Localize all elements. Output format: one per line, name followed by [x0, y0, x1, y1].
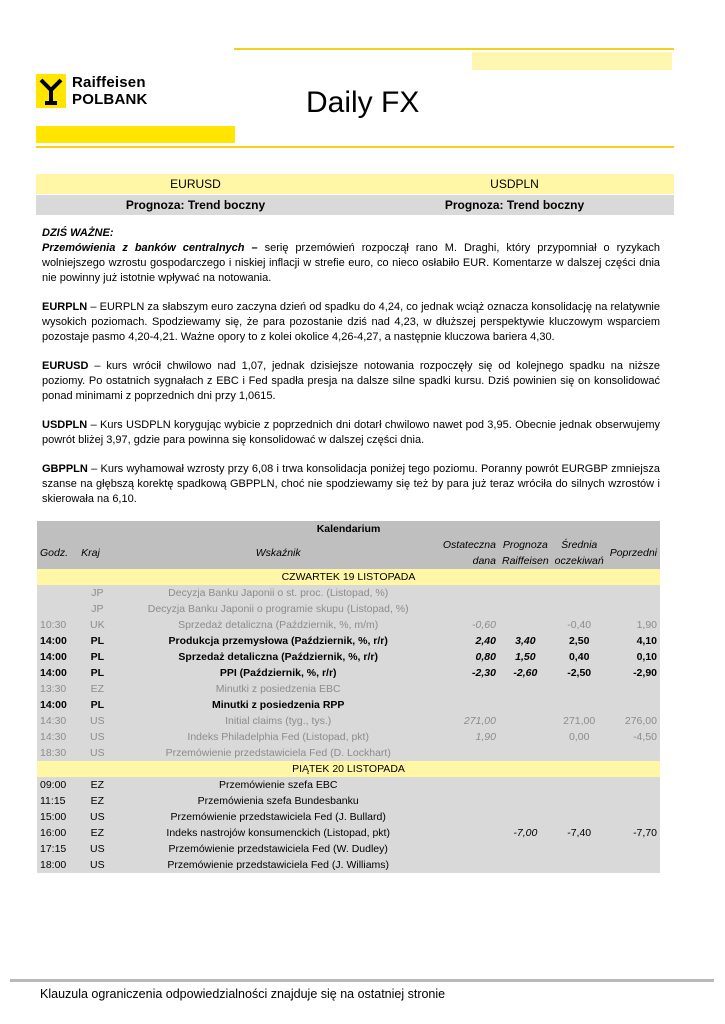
cell-indicator: Przemówienie przedstawiciela Fed (J. Williams): [117, 857, 440, 873]
cell-forecast: [499, 617, 552, 633]
cell-forecast: [499, 745, 552, 761]
table-row: [37, 697, 660, 713]
cell-actual: 271,00: [440, 713, 499, 729]
cell-indicator: Przemówienie szefa EBC: [117, 777, 440, 793]
important-lead: Przemówienia z banków centralnych –: [42, 242, 258, 254]
table-row: [37, 809, 660, 825]
cell-previous: [607, 809, 660, 825]
cell-indicator: Produkcja przemysłowa (Październik, %, r/r): [117, 633, 440, 649]
cell-country: UK: [78, 617, 116, 633]
table-row: [37, 777, 660, 793]
logo-icon: [36, 74, 66, 108]
cell-actual: [440, 825, 499, 841]
cell-forecast: [499, 841, 552, 857]
cell-actual: [440, 841, 499, 857]
cell-country: US: [78, 713, 116, 729]
cell-consensus: 0,40: [552, 649, 607, 665]
cell-forecast: [499, 857, 552, 873]
cell-time: 13:30: [37, 681, 78, 697]
forecast-value-eurusd: Prognoza: Trend boczny: [125, 198, 266, 212]
cell-indicator: Decyzja Banku Japonii o st. proc. (Listopad, %): [117, 585, 440, 601]
cell-consensus: [552, 601, 607, 617]
cell-country: US: [78, 809, 116, 825]
calendar-day-label: PIĄTEK 20 LISTOPADA: [37, 761, 660, 777]
cell-consensus: 271,00: [552, 713, 607, 729]
cell-indicator: Przemówienia szefa Bundesbanku: [117, 793, 440, 809]
cell-country: US: [78, 745, 116, 761]
cell-indicator: PPI (Październik, %, r/r): [117, 665, 440, 681]
cell-previous: [607, 745, 660, 761]
cell-consensus: [552, 585, 607, 601]
forecast-values-row: [36, 195, 674, 215]
cell-indicator: Minutki z posiedzenia RPP: [117, 697, 440, 713]
cell-actual: [440, 857, 499, 873]
cell-consensus: -0,40: [552, 617, 607, 633]
cell-previous: -2,90: [607, 665, 660, 681]
cell-forecast: 3,40: [499, 633, 552, 649]
table-row: [37, 841, 660, 857]
paragraph-label: EURUSD: [42, 360, 89, 372]
brand-line1: Raiffeisen: [72, 74, 146, 91]
cell-time: 16:00: [37, 825, 78, 841]
cell-country: EZ: [78, 681, 116, 697]
table-row: [37, 617, 660, 633]
table-row: [37, 713, 660, 729]
calendar-title: Kalendarium: [37, 521, 660, 537]
cell-indicator: Sprzedaż detaliczna (Październik, %, m/m): [117, 617, 440, 633]
cell-indicator: Indeks nastrojów konsumenckich (Listopad, pkt): [117, 825, 440, 841]
cell-indicator: Indeks Philadelphia Fed (Listopad, pkt): [117, 729, 440, 745]
cell-consensus: 0,00: [552, 729, 607, 745]
cell-previous: [607, 793, 660, 809]
forecast-value-usdpln: Prognoza: Trend boczny: [444, 198, 585, 212]
cell-time: 18:30: [37, 745, 78, 761]
cell-time: 14:30: [37, 713, 78, 729]
cell-indicator: Sprzedaż detaliczna (Październik, %, r/r): [117, 649, 440, 665]
cell-indicator: Decyzja Banku Japonii o programie skupu (Listopad, %): [117, 601, 440, 617]
cell-time: 17:15: [37, 841, 78, 857]
important-section: [42, 226, 660, 286]
col-actual: Ostateczna dana: [440, 537, 499, 569]
cell-previous: 1,90: [607, 617, 660, 633]
cell-previous: -4,50: [607, 729, 660, 745]
cell-forecast: [499, 809, 552, 825]
cell-consensus: [552, 745, 607, 761]
page-title: Daily FX: [306, 86, 420, 119]
raiffeisen-logo: [36, 74, 166, 112]
cell-country: EZ: [78, 793, 116, 809]
cell-time: 14:00: [37, 633, 78, 649]
cell-time: [37, 601, 78, 617]
cell-consensus: [552, 697, 607, 713]
cell-previous: 4,10: [607, 633, 660, 649]
paragraph-text: – kurs wrócił chwilowo nad 1,07, jednak dzisiejsze notowania rozpoczęły się od kolejnego spadku na niższe poziomy. Po ostatnich sygnałach z EBC i Fed spadła presja na dalsze silne spadki kursu. Dziś powinien się on konsolidować ponad minimami z poprzednich dni przy 1,0615.: [42, 360, 660, 402]
cell-actual: -2,30: [440, 665, 499, 681]
cell-actual: [440, 745, 499, 761]
top-accent-bar: [472, 52, 672, 70]
cell-indicator: Initial claims (tyg., tys.): [117, 713, 440, 729]
cell-forecast: [499, 697, 552, 713]
cell-time: 09:00: [37, 777, 78, 793]
col-country: Kraj: [78, 537, 116, 569]
cell-consensus: [552, 809, 607, 825]
table-row: [37, 649, 660, 665]
cell-indicator: Przemówienie przedstawiciela Fed (W. Dudley): [117, 841, 440, 857]
paragraph-eurpln: [42, 300, 660, 345]
cell-forecast: [499, 585, 552, 601]
cell-indicator: Przemówienie przedstawiciela Fed (J. Bullard): [117, 809, 440, 825]
commentary: [42, 226, 660, 521]
table-row: [37, 585, 660, 601]
table-row: [37, 793, 660, 809]
important-text: serię przemówień rozpoczął rano M. Draghi, który przypomniał o ryzykach wolniejszego wzrostu gospodarczego i niskiej inflacji w strefie euro, co nieco osłabiło EUR. Komentarze w dalszej części dnia nie powinny już istotnie wpływać na notowania.: [42, 242, 660, 284]
yellow-accent-block: [36, 126, 235, 143]
cell-country: JP: [78, 585, 116, 601]
cell-indicator: Przemówienie przedstawiciela Fed (D. Lockhart): [117, 745, 440, 761]
cell-forecast: -2,60: [499, 665, 552, 681]
cell-actual: [440, 777, 499, 793]
cell-time: [37, 585, 78, 601]
cell-time: 15:00: [37, 809, 78, 825]
table-row: [37, 825, 660, 841]
table-row: [37, 857, 660, 873]
calendar-header-row: [37, 537, 660, 569]
col-forecast: Prognoza Raiffeisen: [499, 537, 552, 569]
cell-consensus: -2,50: [552, 665, 607, 681]
cell-country: EZ: [78, 825, 116, 841]
cell-time: 11:15: [37, 793, 78, 809]
calendar-day-row: [37, 761, 660, 777]
cell-actual: [440, 793, 499, 809]
cell-forecast: [499, 601, 552, 617]
cell-country: US: [78, 857, 116, 873]
cell-forecast: [499, 777, 552, 793]
cell-actual: 1,90: [440, 729, 499, 745]
cell-consensus: [552, 681, 607, 697]
calendar-day-label: CZWARTEK 19 LISTOPADA: [37, 569, 660, 585]
cell-consensus: 2,50: [552, 633, 607, 649]
cell-time: 14:00: [37, 697, 78, 713]
cell-time: 18:00: [37, 857, 78, 873]
cell-actual: 0,80: [440, 649, 499, 665]
important-heading: DZIŚ WAŻNE:: [42, 227, 114, 239]
top-rule: [234, 48, 674, 50]
paragraph-label: EURPLN: [42, 301, 88, 313]
cell-time: 14:00: [37, 649, 78, 665]
cell-consensus: -7,40: [552, 825, 607, 841]
paragraph-label: GBPPLN: [42, 463, 88, 475]
cell-previous: 276,00: [607, 713, 660, 729]
cell-country: US: [78, 729, 116, 745]
cell-previous: 0,10: [607, 649, 660, 665]
cell-country: PL: [78, 633, 116, 649]
cell-previous: [607, 681, 660, 697]
table-row: [37, 745, 660, 761]
cell-indicator: Minutki z posiedzenia EBC: [117, 681, 440, 697]
cell-previous: -7,70: [607, 825, 660, 841]
cell-country: JP: [78, 601, 116, 617]
paragraph-text: – EURPLN za słabszym euro zaczyna dzień od spadku do 4,24, co jednak wciąż oznacza konsolidację na relatywnie wysokich poziomach. Spodziewamy się, że para pozostanie dziś nad 4,23, w dłuższej perspektywie kluczowym wsparciem pozostaje pasmo 4,20-4,21. Ważne opory to z kolei okolice 4,26-4,27, a następnie kluczowa bariera 4,30.: [42, 301, 660, 343]
cell-time: 14:30: [37, 729, 78, 745]
paragraph-text: – Kurs USDPLN korygując wybicie z poprzednich dni dotarł chwilowo nawet pod 3,95. Obecnie jednak obserwujemy powrót bliżej 3,97, gdzie para powinna się konsolidować w dalszej części dnia.: [42, 419, 660, 446]
cell-forecast: [499, 729, 552, 745]
cell-forecast: [499, 793, 552, 809]
cell-consensus: [552, 777, 607, 793]
cell-country: US: [78, 841, 116, 857]
header-rule: [36, 146, 674, 148]
cell-actual: [440, 681, 499, 697]
forecast-pair-eurusd: EURUSD: [170, 177, 221, 191]
cell-country: PL: [78, 697, 116, 713]
cell-actual: [440, 809, 499, 825]
cell-actual: [440, 585, 499, 601]
paragraph-label: USDPLN: [42, 419, 88, 431]
cell-previous: [607, 777, 660, 793]
col-indicator: Wskaźnik: [117, 537, 440, 569]
brand-line2: POLBANK: [72, 91, 148, 108]
forecast-pairs-row: [36, 174, 674, 194]
cell-consensus: [552, 841, 607, 857]
calendar-day-row: [37, 569, 660, 585]
cell-actual: [440, 601, 499, 617]
cell-time: 14:00: [37, 665, 78, 681]
cell-forecast: -7,00: [499, 825, 552, 841]
col-previous: Poprzedni: [607, 537, 660, 569]
calendar-title-row: [37, 521, 660, 537]
cell-previous: [607, 585, 660, 601]
cell-previous: [607, 857, 660, 873]
table-row: [37, 729, 660, 745]
cell-previous: [607, 697, 660, 713]
cell-country: PL: [78, 649, 116, 665]
calendar-table: [37, 521, 660, 873]
table-row: [37, 681, 660, 697]
cell-country: EZ: [78, 777, 116, 793]
cell-previous: [607, 601, 660, 617]
cell-consensus: [552, 857, 607, 873]
cell-consensus: [552, 793, 607, 809]
footer-disclaimer: Klauzula ograniczenia odpowiedzialności znajduje się na ostatniej stronie: [40, 987, 446, 1001]
forecast-pair-usdpln: USDPLN: [490, 177, 539, 191]
col-time: Godz.: [37, 537, 78, 569]
cell-actual: [440, 697, 499, 713]
table-row: [37, 601, 660, 617]
cell-actual: -0,60: [440, 617, 499, 633]
cell-country: PL: [78, 665, 116, 681]
paragraph-usdpln: [42, 418, 660, 448]
table-row: [37, 665, 660, 681]
paragraph-text: – Kurs wyhamował wzrosty przy 6,08 i trwa konsolidacja poniżej tego poziomu. Poranny powrót EURGBP zmniejsza szanse na głębszą korektę spadkową GBPPLN, choć nie spodziewamy się też by para już teraz wróciła do silnych wzrostów i skierowała na 6,10.: [42, 463, 660, 505]
table-row: [37, 633, 660, 649]
cell-forecast: 1,50: [499, 649, 552, 665]
footer-rule: [10, 979, 714, 982]
col-consensus: Średnia oczekiwań: [552, 537, 607, 569]
cell-forecast: [499, 681, 552, 697]
cell-previous: [607, 841, 660, 857]
paragraph-gbppln: [42, 462, 660, 507]
cell-time: 10:30: [37, 617, 78, 633]
paragraph-eurusd: [42, 359, 660, 404]
cell-forecast: [499, 713, 552, 729]
cell-actual: 2,40: [440, 633, 499, 649]
